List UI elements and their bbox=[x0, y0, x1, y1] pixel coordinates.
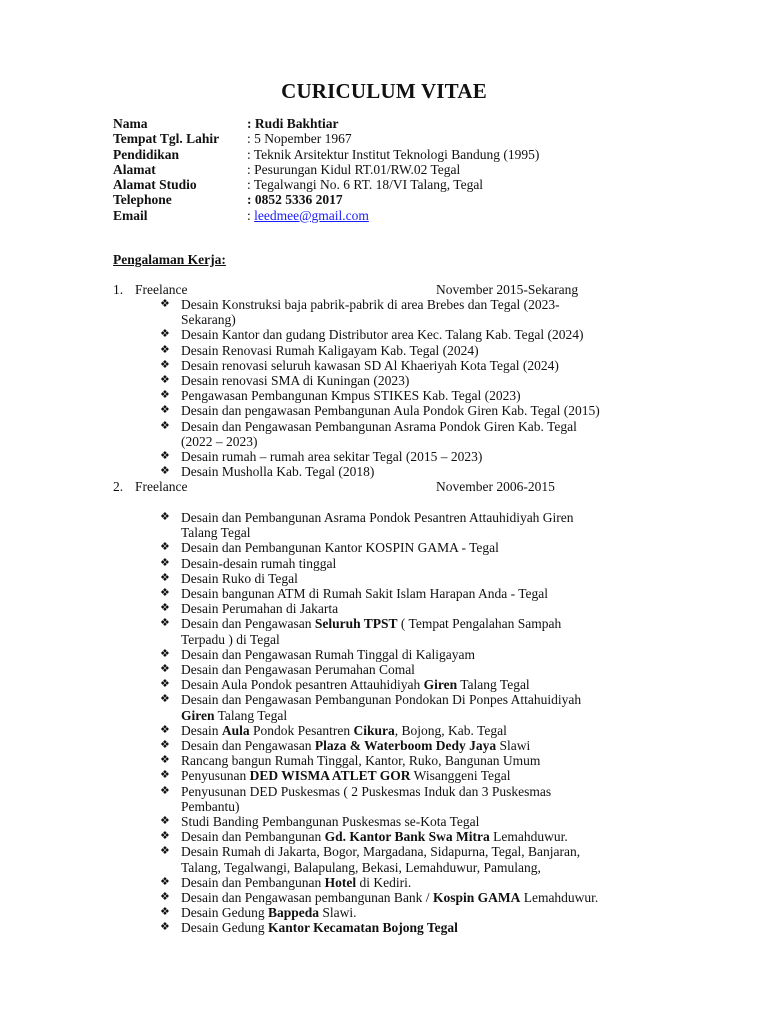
diamond-bullet-icon: ❖ bbox=[160, 358, 170, 371]
list-item-text: Giren bbox=[423, 677, 458, 693]
job-period: November 2015-Sekarang bbox=[436, 282, 579, 297]
list-item-text: Desain renovasi seluruh kawasan SD Al Khaeriyah Kota Tegal (2024) bbox=[181, 357, 559, 373]
diamond-bullet-icon: ❖ bbox=[160, 328, 170, 341]
list-item-text: Talang, Tegalwangi, Balapulang, Bekasi, Lemahduwur, Pamulang, bbox=[181, 859, 541, 875]
list-item bbox=[160, 525, 640, 540]
job-role: Freelance bbox=[135, 479, 188, 494]
list-item-text: Desain Aula Pondok pesantren Attauhidiyah bbox=[181, 677, 424, 693]
info-label: Pendidikan bbox=[113, 146, 180, 162]
list-item bbox=[160, 768, 640, 783]
diamond-bullet-icon: ❖ bbox=[160, 541, 170, 554]
info-row-telephone bbox=[113, 192, 539, 207]
list-item bbox=[160, 632, 640, 647]
list-item-text: Kantor Kecamatan Bojong Tegal bbox=[267, 920, 458, 936]
diamond-bullet-icon: ❖ bbox=[160, 556, 170, 569]
info-value: : Rudi Bakhtiar bbox=[247, 116, 339, 131]
list-item-text: Desain dan Pembangunan bbox=[181, 874, 325, 890]
list-item-text: , Bojong, Kab. Tegal bbox=[394, 722, 507, 738]
diamond-bullet-icon: ❖ bbox=[160, 465, 170, 478]
diamond-bullet-icon: ❖ bbox=[160, 663, 170, 676]
diamond-bullet-icon: ❖ bbox=[160, 298, 170, 310]
diamond-bullet-icon: ❖ bbox=[160, 404, 170, 417]
diamond-bullet-icon: ❖ bbox=[160, 769, 170, 782]
list-item bbox=[160, 297, 640, 312]
diamond-bullet-icon: ❖ bbox=[160, 343, 170, 356]
list-item bbox=[160, 571, 640, 586]
info-value: : 5 Nopember 1967 bbox=[247, 131, 352, 147]
list-item-text: Desain dan Pengawasan bbox=[181, 738, 315, 754]
job-period: November 2006-2015 bbox=[436, 479, 555, 494]
diamond-bullet-icon: ❖ bbox=[160, 374, 170, 387]
list-item bbox=[160, 708, 640, 723]
list-item-text: DED WISMA ATLET GOR bbox=[249, 768, 411, 784]
diamond-bullet-icon: ❖ bbox=[160, 845, 170, 858]
list-item-text: Desain Konstruksi baja pabrik-pabrik di area Brebes dan Tegal (2023- bbox=[181, 297, 560, 312]
info-label: Email bbox=[113, 207, 148, 223]
list-item-text: Talang Tegal bbox=[181, 525, 251, 541]
list-item-text: Desain Perumahan di Jakarta bbox=[181, 601, 339, 617]
info-row-address bbox=[113, 162, 539, 177]
list-item-text: Giren bbox=[181, 707, 215, 723]
list-item-text: Rancang bangun Rumah Tinggal, Kantor, Ruko, Bangunan Umum bbox=[181, 753, 541, 769]
job-role: Freelance bbox=[135, 282, 188, 297]
list-item-text: Desain Rumah di Jakarta, Bogor, Margadana, Sidapurna, Tegal, Banjaran, bbox=[181, 844, 581, 860]
list-item bbox=[160, 890, 640, 905]
list-item-text: ( Tempat Pengalahan Sampah bbox=[397, 616, 562, 632]
list-item bbox=[160, 601, 640, 616]
info-value bbox=[247, 208, 369, 223]
list-item-text: Studi Banding Pembangunan Puskesmas se-Kota Tegal bbox=[181, 814, 480, 830]
job-number: 2. bbox=[113, 479, 124, 494]
list-item bbox=[160, 875, 640, 890]
list-item-text: Penyusunan bbox=[181, 768, 250, 784]
list-item-text: Sekarang) bbox=[181, 312, 236, 328]
list-item-text: Seluruh TPST bbox=[314, 616, 398, 632]
list-item-text: Aula bbox=[221, 722, 250, 738]
job-header-1 bbox=[113, 282, 578, 298]
diamond-bullet-icon: ❖ bbox=[160, 571, 170, 584]
info-label: Alamat bbox=[113, 161, 156, 177]
diamond-bullet-icon: ❖ bbox=[160, 891, 170, 904]
info-label: Alamat Studio bbox=[113, 177, 197, 193]
info-row-studio bbox=[113, 177, 539, 192]
list-item-text: Cikura bbox=[353, 722, 395, 738]
info-value: : Pesurungan Kidul RT.01/RW.02 Tegal bbox=[247, 161, 461, 177]
list-item-text: Desain bangunan ATM di Rumah Sakit Islam Harapan Anda - Tegal bbox=[181, 586, 548, 602]
list-item-text: Desain Ruko di Tegal bbox=[181, 570, 298, 586]
list-item-text: Wisanggeni Tegal bbox=[410, 768, 511, 784]
list-item bbox=[160, 844, 640, 859]
list-item-text: Desain dan Pembangunan bbox=[181, 829, 325, 845]
list-item bbox=[160, 799, 640, 814]
email-colon: : bbox=[247, 207, 255, 223]
diamond-bullet-icon: ❖ bbox=[160, 921, 170, 934]
info-row-name bbox=[113, 116, 539, 131]
list-item-text: Desain dan Pengawasan Rumah Tinggal di Kaligayam bbox=[181, 646, 475, 662]
list-item bbox=[160, 616, 640, 631]
list-item-text: Slawi. bbox=[319, 905, 357, 921]
list-item bbox=[160, 784, 640, 799]
diamond-bullet-icon: ❖ bbox=[160, 830, 170, 843]
list-item-text: Lemahduwur. bbox=[520, 890, 599, 906]
info-row-email bbox=[113, 208, 539, 223]
info-label: Telephone bbox=[113, 192, 172, 208]
list-item-text: Desain Gedung bbox=[181, 905, 268, 921]
list-item-text: Bappeda bbox=[267, 905, 320, 921]
list-item-text: Pengawasan Pembangunan Kmpus STIKES Kab. Tegal (2023) bbox=[181, 388, 521, 404]
list-item bbox=[160, 403, 640, 418]
list-item-text: Desain dan Pembangunan Asrama Pondok Pesantren Attauhidiyah Giren bbox=[181, 510, 574, 525]
info-value: : Teknik Arsitektur Institut Teknologi Bandung (1995) bbox=[247, 146, 540, 162]
list-item-text: Desain dan Pembangunan Kantor KOSPIN GAMA - Tegal bbox=[181, 540, 499, 556]
list-item bbox=[160, 327, 640, 342]
list-item-text: Desain Kantor dan gudang Distributor area Kec. Talang Kab. Tegal (2024) bbox=[181, 327, 584, 343]
list-item-text: Desain renovasi SMA di Kuningan (2023) bbox=[181, 373, 410, 389]
job-2-items bbox=[160, 510, 640, 936]
diamond-bullet-icon: ❖ bbox=[160, 617, 170, 630]
page-title: CURICULUM VITAE bbox=[281, 79, 487, 103]
diamond-bullet-icon: ❖ bbox=[160, 419, 170, 432]
list-item-text: Desain Musholla Kab. Tegal (2018) bbox=[181, 464, 375, 480]
diamond-bullet-icon: ❖ bbox=[160, 450, 170, 463]
diamond-bullet-icon: ❖ bbox=[160, 784, 170, 797]
diamond-bullet-icon: ❖ bbox=[160, 815, 170, 828]
list-item-text: Lemahduwur. bbox=[489, 829, 568, 845]
list-item-text: Gd. Kantor Bank Swa Mitra bbox=[324, 829, 490, 845]
list-item bbox=[160, 920, 640, 935]
list-item bbox=[160, 449, 640, 464]
list-item bbox=[160, 753, 640, 768]
list-item bbox=[160, 434, 640, 449]
job-header-2 bbox=[113, 479, 555, 495]
list-item-text: Hotel bbox=[324, 874, 357, 890]
list-item-text: (2022 – 2023) bbox=[181, 433, 258, 449]
job-1-items bbox=[160, 297, 640, 479]
list-item bbox=[160, 388, 640, 403]
list-item bbox=[160, 556, 640, 571]
list-item bbox=[160, 586, 640, 601]
info-row-education bbox=[113, 147, 539, 162]
list-item-text: Talang Tegal bbox=[214, 707, 288, 723]
list-item-text: Desain rumah – rumah area sekitar Tegal (2015 – 2023) bbox=[181, 449, 483, 465]
list-item bbox=[160, 343, 640, 358]
diamond-bullet-icon: ❖ bbox=[160, 739, 170, 752]
list-item-text: Desain Renovasi Rumah Kaligayam Kab. Tegal (2024) bbox=[181, 342, 479, 358]
job-number: 1. bbox=[113, 282, 124, 297]
list-item bbox=[160, 358, 640, 373]
diamond-bullet-icon: ❖ bbox=[160, 678, 170, 691]
list-item-text: Terpadu ) di Tegal bbox=[181, 631, 280, 647]
list-item-text: Desain dan Pengawasan Perumahan Comal bbox=[181, 662, 415, 678]
list-item-text: di Kediri. bbox=[356, 874, 412, 890]
list-item-text: Desain dan Pengawasan Pembangunan Pondokan Di Ponpes Attahuidiyah bbox=[181, 692, 582, 708]
list-item bbox=[160, 814, 640, 829]
list-item-text: Pondok Pesantren bbox=[249, 722, 354, 738]
list-item bbox=[160, 829, 640, 844]
list-item-text: Penyusunan DED Puskesmas ( 2 Puskesmas Induk dan 3 Puskesmas bbox=[181, 783, 552, 799]
info-value: : Tegalwangi No. 6 RT. 18/VI Talang, Tegal bbox=[247, 177, 484, 193]
list-item-text: Desain dan pengawasan Pembangunan Aula Pondok Giren Kab. Tegal (2015) bbox=[181, 403, 600, 419]
list-item bbox=[160, 860, 640, 875]
info-label: Tempat Tgl. Lahir bbox=[113, 131, 220, 147]
info-value: : 0852 5336 2017 bbox=[247, 192, 343, 208]
list-item-text: Desain bbox=[181, 722, 222, 738]
list-item-text: Slawi bbox=[496, 738, 531, 754]
list-item-text: Desain-desain rumah tinggal bbox=[181, 555, 337, 571]
diamond-bullet-icon: ❖ bbox=[160, 754, 170, 767]
list-item-text: Desain dan Pengawasan Pembangunan Asrama Pondok Giren Kab. Tegal bbox=[181, 418, 577, 434]
list-item bbox=[160, 662, 640, 677]
list-item-text: Talang Tegal bbox=[457, 677, 530, 693]
diamond-bullet-icon: ❖ bbox=[160, 693, 170, 706]
diamond-bullet-icon: ❖ bbox=[160, 389, 170, 402]
list-item-text: Desain Gedung bbox=[181, 920, 268, 936]
info-row-birth bbox=[113, 131, 539, 146]
list-item bbox=[160, 373, 640, 388]
list-item bbox=[160, 540, 640, 555]
diamond-bullet-icon: ❖ bbox=[160, 602, 170, 615]
list-item bbox=[160, 419, 640, 434]
section-title: Pengalaman Kerja: bbox=[113, 252, 226, 267]
diamond-bullet-icon: ❖ bbox=[160, 875, 170, 888]
list-item-text: Kospin GAMA bbox=[432, 890, 521, 906]
list-item bbox=[160, 510, 640, 525]
diamond-bullet-icon: ❖ bbox=[160, 906, 170, 919]
list-item bbox=[160, 647, 640, 662]
email-link[interactable]: leedmee@gmail.com bbox=[254, 207, 369, 223]
list-item-text: Desain dan Pengawasan bbox=[181, 616, 315, 632]
info-label: Nama bbox=[113, 116, 148, 131]
list-item-text: Plaza & Waterboom Dedy Jaya bbox=[314, 738, 497, 754]
personal-info bbox=[113, 116, 539, 223]
list-item bbox=[160, 312, 640, 327]
diamond-bullet-icon: ❖ bbox=[160, 647, 170, 660]
list-item bbox=[160, 738, 640, 753]
diamond-bullet-icon: ❖ bbox=[160, 587, 170, 600]
list-item bbox=[160, 464, 640, 479]
list-item bbox=[160, 677, 640, 692]
list-item bbox=[160, 905, 640, 920]
list-item bbox=[160, 723, 640, 738]
list-item bbox=[160, 692, 640, 707]
list-item-text: Desain dan Pengawasan pembangunan Bank / bbox=[181, 890, 433, 906]
diamond-bullet-icon: ❖ bbox=[160, 723, 170, 736]
list-item-text: Pembantu) bbox=[181, 798, 240, 814]
diamond-bullet-icon: ❖ bbox=[160, 511, 170, 523]
